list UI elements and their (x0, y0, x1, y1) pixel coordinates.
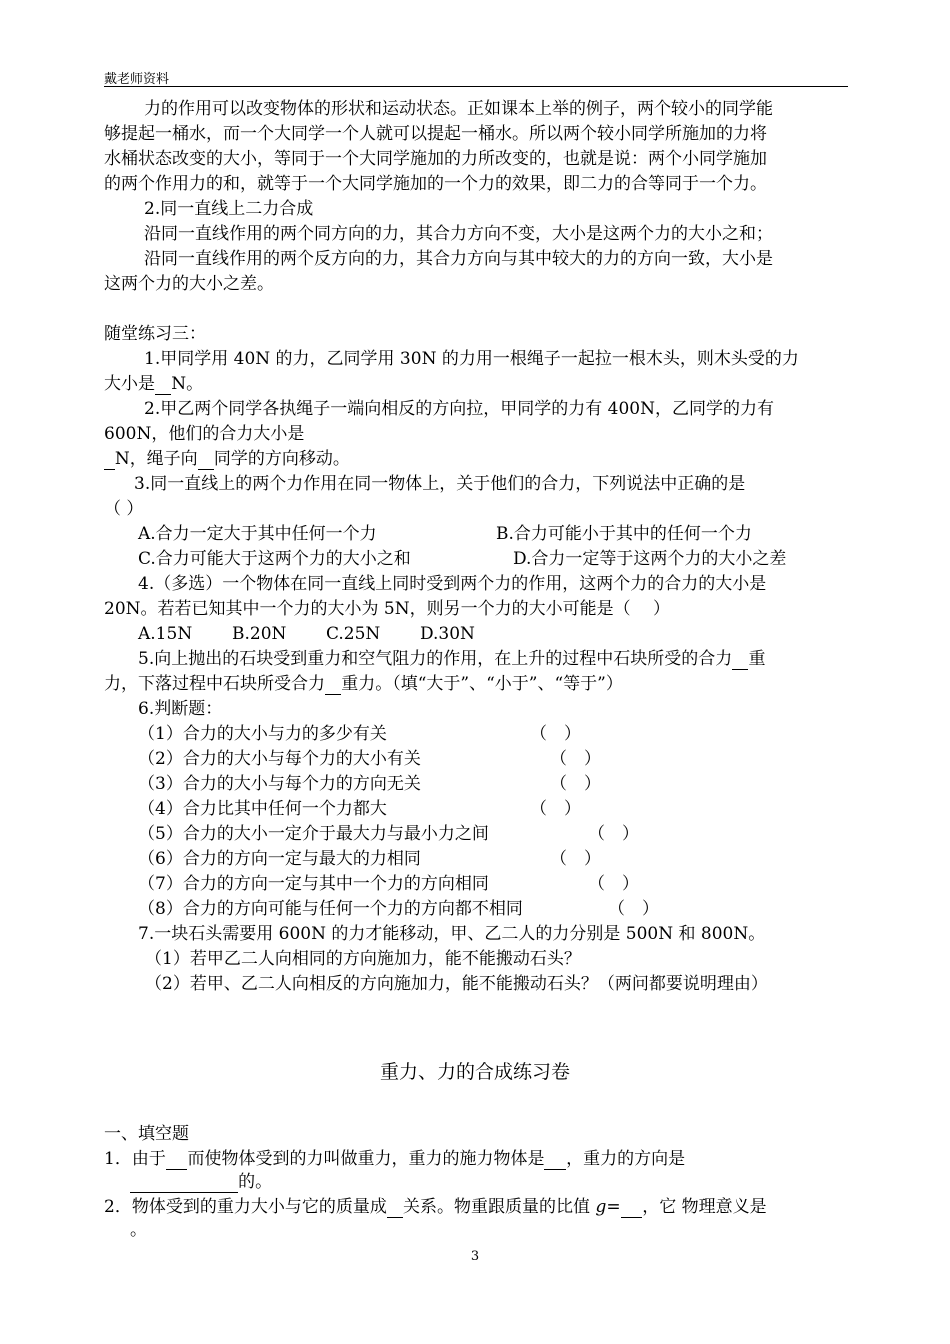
exam-q1-blank-1[interactable] (166, 1149, 188, 1170)
q5-blank-1[interactable] (732, 649, 748, 670)
q7-line-3: （2）若甲、乙二人向相反的方向施加力，能不能搬动石头？（两问都要说明理由） (145, 974, 768, 994)
exam-q2-line-2: 。 (130, 1220, 147, 1240)
exam-title: 重力、力的合成练习卷 (379, 1061, 570, 1083)
judge-item-3: （3）合力的大小与每个力的方向无关 (138, 774, 421, 794)
q3-option-a: A.合力一定大于其中任何一个力 (138, 524, 377, 544)
q4-line-1: 4.（多选）一个物体在同一直线上同时受到两个力的作用，这两个力的合力的大小是 (138, 574, 767, 594)
q2-line-3: N，绳子向 同学的方向移动。 (104, 448, 350, 470)
q5-line-2: 力，下落过程中石块所受合力 重力。（填“大于”、“小于”、“等于”） (104, 674, 623, 694)
page-header: 戴老师资料 (104, 72, 170, 87)
q4-option-b: B.20N (232, 624, 287, 644)
judge-paren-2[interactable]: （ ） (550, 749, 601, 769)
exam-q1-line-2: 的。 (130, 1171, 272, 1193)
q1-line-1: 1.甲同学用 40N 的力，乙同学用 30N 的力用一根绳子一起拉一根木头，则木头受的力 (144, 349, 799, 369)
exam-q2-line-1: 2．物体受到的重力大小与它的质量成 关系。物重跟质量的比值 g= ，它 物理意义是 (104, 1197, 767, 1217)
judge-paren-1[interactable]: （ ） (530, 724, 581, 744)
judge-item-8: （8）合力的方向可能与任何一个力的方向都不相同 (138, 899, 523, 919)
judge-item-1: （1）合力的大小与力的多少有关 (138, 724, 387, 744)
judge-item-2: （2）合力的大小与每个力的大小有关 (138, 749, 421, 769)
q2-blank-2[interactable] (198, 449, 214, 470)
q3-option-c: C.合力可能大于这两个力的大小之和 (138, 549, 411, 569)
q2-blank-1[interactable] (104, 449, 115, 470)
judge-paren-5[interactable]: （ ） (588, 824, 639, 844)
exam-q2-blank-1[interactable] (387, 1197, 403, 1218)
q4-option-a: A.15N (138, 624, 193, 644)
q1-blank[interactable] (155, 374, 171, 395)
intro-line-3: 水桶状态改变的大小，等同于一个大同学施加的力所改变的，也就是说：两个小同学施加 (104, 149, 767, 169)
q7-line-2: （1）若甲乙二人向相同的方向施加力，能不能搬动石头？ (145, 949, 581, 969)
page-number: 3 (470, 1249, 480, 1264)
q3-option-d: D.合力一定等于这两个力的大小之差 (513, 549, 787, 569)
q4-line-2: 20N。若若已知其中一个力的大小为 5N，则另一个力的大小可能是（ ） (104, 599, 671, 619)
q4-option-c: C.25N (326, 624, 381, 644)
judge-paren-3[interactable]: （ ） (550, 774, 601, 794)
intro-line-1: 力的作用可以改变物体的形状和运动状态。正如课本上举的例子，两个较小的同学能 (144, 99, 773, 119)
judge-item-7: （7）合力的方向一定与其中一个力的方向相同 (138, 874, 489, 894)
exam-q1-line-1: 1．由于 而使物体受到的力叫做重力，重力的施力物体是 ，重力的方向是 (104, 1149, 686, 1169)
judge-item-4: （4）合力比其中任何一个力都大 (138, 799, 387, 819)
intro-line-4: 的两个作用力的和，就等于一个大同学施加的一个力的效果，即二力的合等同于一个力。 (104, 174, 767, 194)
exam-q1-blank-2[interactable] (544, 1149, 566, 1170)
exam-q1-blank-3[interactable] (130, 1172, 238, 1193)
q5-line-1: 5.向上抛出的石块受到重力和空气阻力的作用，在上升的过程中石块所受的合力 重 (138, 649, 766, 669)
q3-line-1: 3.同一直线上的两个力作用在同一物体上，关于他们的合力，下列说法中正确的是 (134, 474, 746, 494)
q3-option-b: B.合力可能小于其中的任何一个力 (496, 524, 752, 544)
q7-line-1: 7.一块石头需要用 600N 的力才能移动，甲、乙二人的力分别是 500N 和 800N。 (138, 924, 766, 944)
intro-line-2: 够提起一桶水，而一个大同学一个人就可以提起一桶水。所以两个较小同学所施加的力将 (104, 124, 767, 144)
q5-blank-2[interactable] (325, 674, 341, 695)
judge-paren-8[interactable]: （ ） (608, 899, 659, 919)
header-rule (104, 86, 848, 87)
q2-line-1: 2.甲乙两个同学各执绳子一端向相反的方向拉，甲同学的力有 400N，乙同学的力有 (144, 399, 774, 419)
exam-section-heading: 一、填空题 (104, 1124, 189, 1144)
judge-paren-4[interactable]: （ ） (530, 799, 581, 819)
judge-paren-7[interactable]: （ ） (588, 874, 639, 894)
section2-heading: 2.同一直线上二力合成 (144, 199, 314, 219)
judge-paren-6[interactable]: （ ） (550, 849, 601, 869)
q3-answer-paren: （ ） (104, 499, 144, 519)
section2-line-1: 沿同一直线作用的两个同方向的力，其合力方向不变，大小是这两个力的大小之和； (144, 224, 773, 244)
q4-option-d: D.30N (420, 624, 475, 644)
exam-q2-blank-2[interactable] (621, 1197, 643, 1218)
q1-line-2: 大小是 N。 (104, 374, 204, 394)
section2-line-3: 这两个力的大小之差。 (104, 274, 274, 294)
practice-heading: 随堂练习三： (104, 324, 206, 344)
section2-line-2: 沿同一直线作用的两个反方向的力，其合力方向与其中较大的力的方向一致，大小是 (144, 249, 773, 269)
q6-heading: 6.判断题： (138, 699, 223, 719)
q2-line-2: 600N，他们的合力大小是 (104, 424, 305, 444)
judge-item-5: （5）合力的大小一定介于最大力与最小力之间 (138, 824, 489, 844)
judge-item-6: （6）合力的方向一定与最大的力相同 (138, 849, 421, 869)
